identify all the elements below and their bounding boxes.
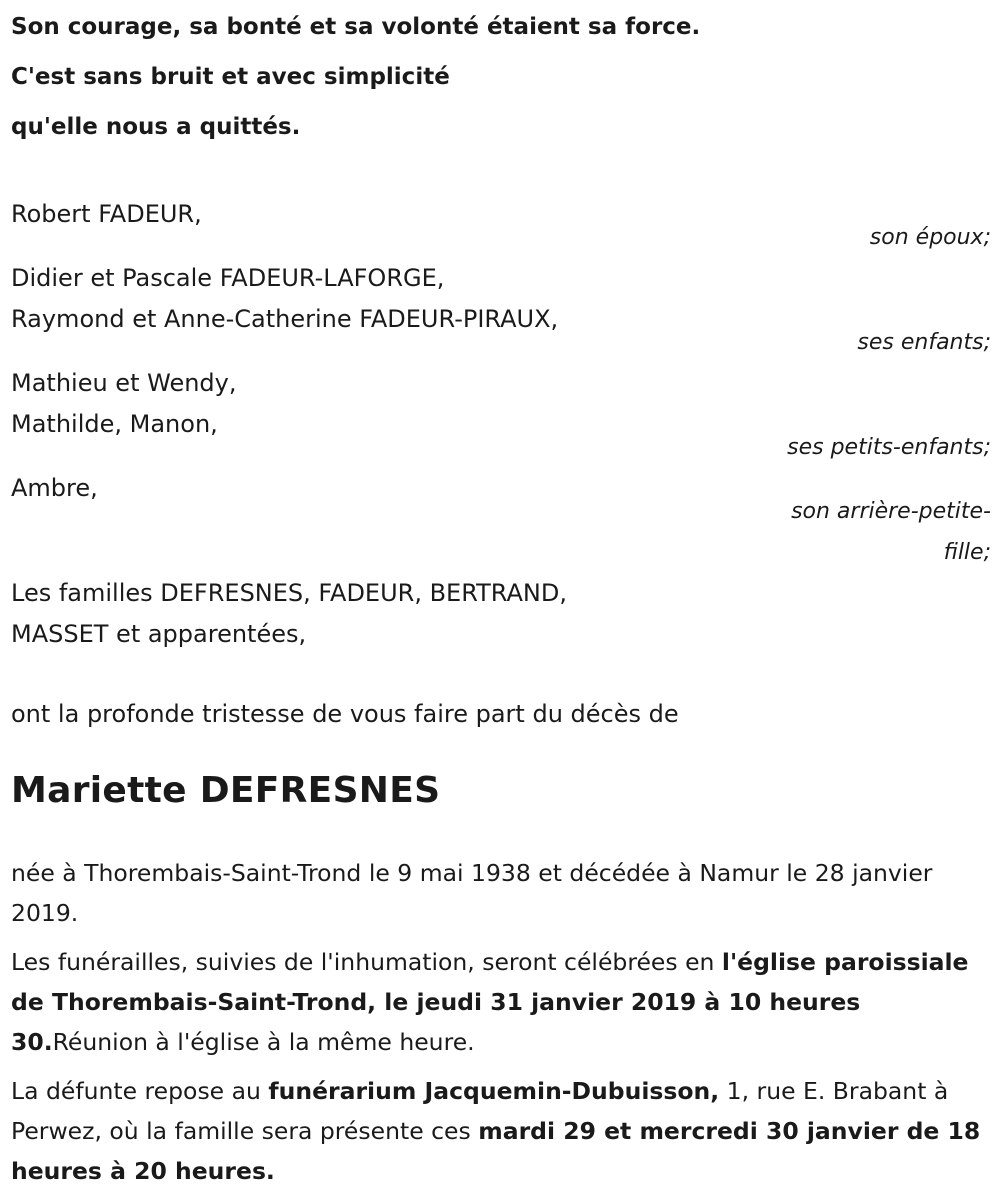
family-name: Les familles DEFRESNES, FADEUR, BERTRAND,: [11, 579, 567, 607]
family-role-line: son arrière-petite-: [791, 499, 991, 524]
verse-line: qu'elle nous a quittés.: [11, 114, 301, 140]
repose-info: [11, 1071, 991, 1191]
funeral-text: Les funérailles, suivies de l'inhumation, seront célébrées en: [11, 948, 722, 976]
announcement: ont la profonde tristesse de vous faire part du décès de: [11, 700, 679, 728]
verse: [11, 2, 991, 152]
family-role: son époux;: [869, 225, 991, 250]
funeral-gathering: Réunion à l'église à la même heure.: [52, 1028, 475, 1056]
family-name: Didier et Pascale FADEUR-LAFORGE,: [11, 264, 445, 292]
family-name: Mathieu et Wendy,: [11, 369, 237, 397]
verse-line: Son courage, sa bonté et sa volonté étaient sa force.: [11, 14, 701, 40]
repose-hours: mardi 29 et mercredi 30 janvier de 18 heures à 20 heures.: [11, 1117, 981, 1185]
family-name: Mathilde, Manon,: [11, 410, 218, 438]
family-role: ses petits-enfants;: [787, 435, 991, 460]
family-group-relatives: [11, 573, 991, 655]
verse-line: C'est sans bruit et avec simplicité: [11, 64, 450, 90]
family-name: Robert FADEUR,: [11, 200, 202, 228]
deceased-name: Mariette DEFRESNES: [11, 770, 441, 811]
family-group-great-grandchild: [11, 468, 991, 573]
family-role: ses enfants;: [857, 330, 991, 355]
funeral-location: l'église paroissiale de Thorembais-Saint-Trond, le jeudi 31 janvier 2019 à 10 heures 30.: [11, 948, 969, 1056]
funeral-info: [11, 942, 991, 1062]
birth-death-info: née à Thorembais-Saint-Trond le 9 mai 1938 et décédée à Namur le 28 janvier 2019.: [11, 859, 933, 927]
repose-address: 1, rue E. Brabant à Perwez, où la famille sera présente ces: [11, 1077, 949, 1145]
family-role-line: fille;: [943, 540, 991, 565]
repose-text: La défunte repose au: [11, 1077, 269, 1105]
family-name: Ambre,: [11, 474, 98, 502]
family-group-children: [11, 258, 991, 363]
repose-location: funérarium Jacquemin-Dubuisson,: [268, 1077, 720, 1105]
family-group-spouse: [11, 194, 991, 258]
family-name: Raymond et Anne-Catherine FADEUR-PIRAUX,: [11, 305, 559, 333]
family-name: MASSET et apparentées,: [11, 620, 307, 648]
obituary-notice: [11, 0, 991, 1191]
family-group-grandchildren: [11, 363, 991, 468]
